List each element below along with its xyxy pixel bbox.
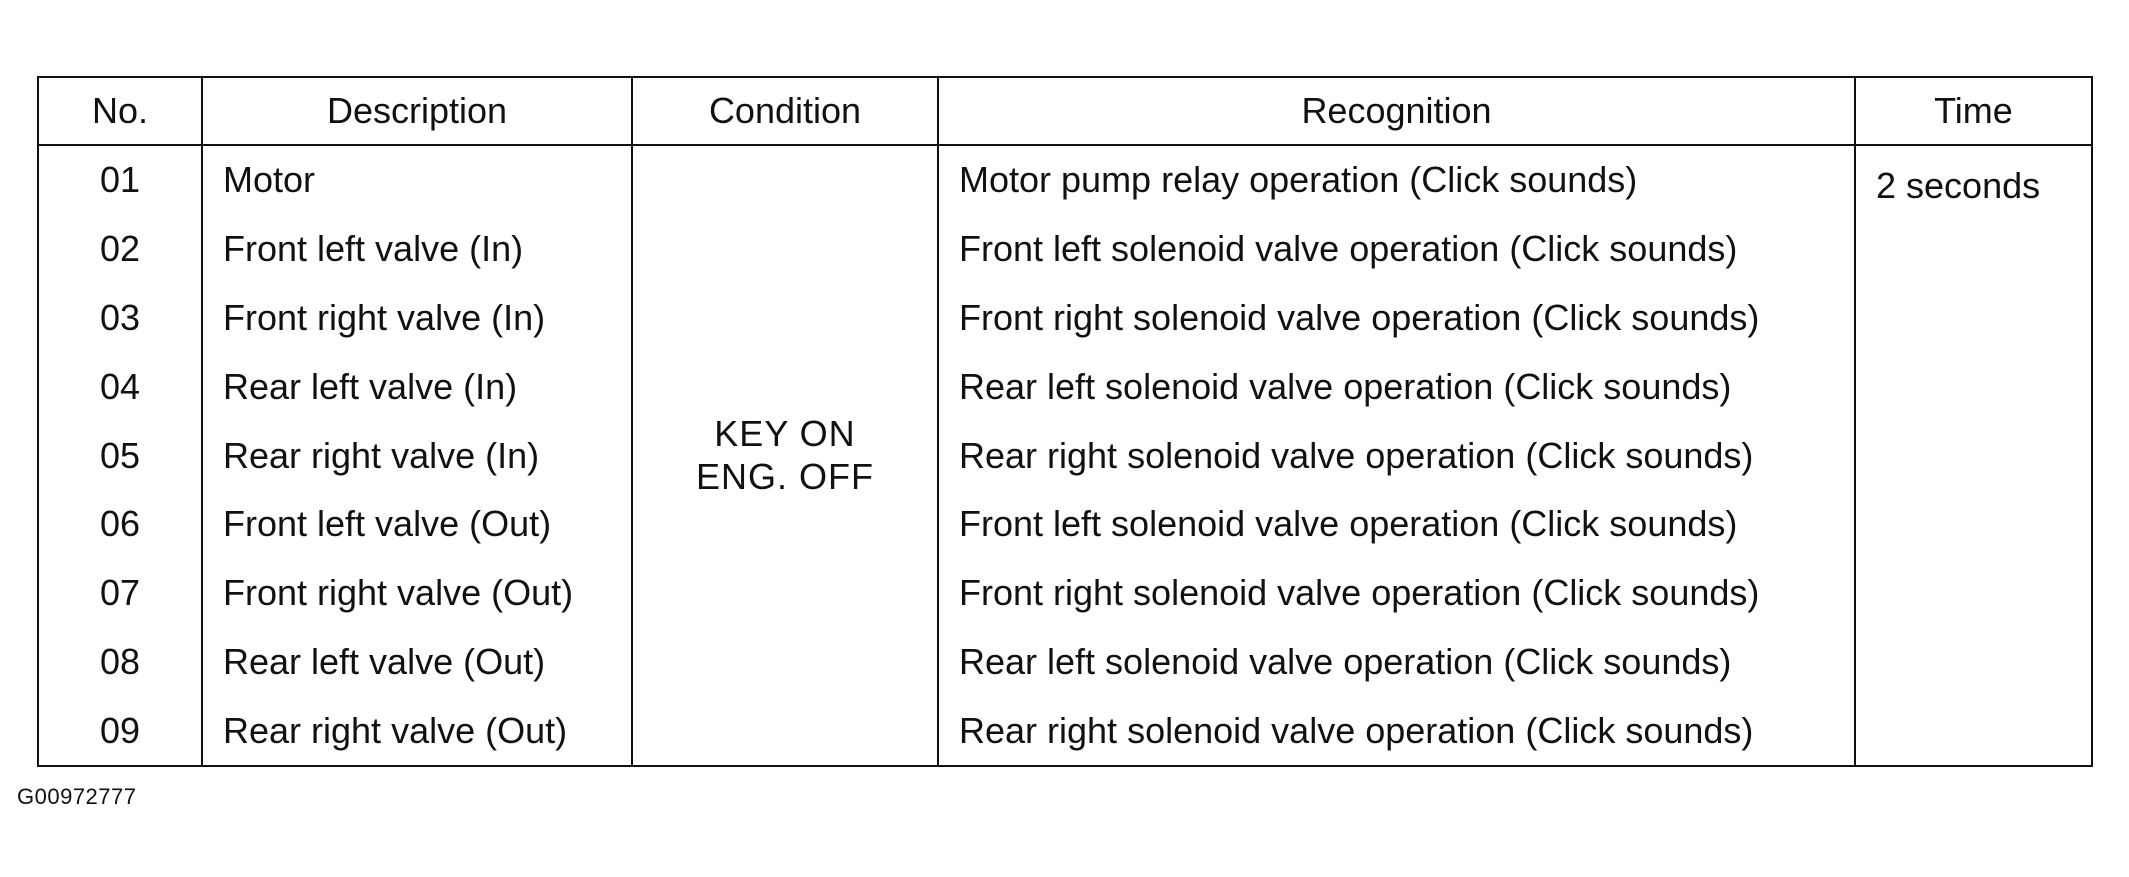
row-recognition: Front left solenoid valve operation (Click sounds) <box>938 490 1855 559</box>
table-row <box>38 490 2092 559</box>
row-description: Motor <box>202 145 632 215</box>
condition-line-2: ENG. OFF <box>696 455 874 497</box>
row-description: Front right valve (In) <box>202 284 632 353</box>
row-number: 01 <box>99 159 141 201</box>
row-description: Rear right valve (In) <box>202 421 632 490</box>
time-cell: 2 seconds <box>1855 145 2092 766</box>
row-number: 07 <box>99 572 141 614</box>
row-recognition: Rear right solenoid valve operation (Click sounds) <box>938 421 1855 490</box>
row-recognition: Rear left solenoid valve operation (Click sounds) <box>938 352 1855 421</box>
row-number: 05 <box>99 434 141 476</box>
condition-line-1: KEY ON <box>714 413 856 455</box>
row-description: Front left valve (In) <box>202 215 632 284</box>
row-recognition: Front left solenoid valve operation (Click sounds) <box>938 215 1855 284</box>
row-recognition: Motor pump relay operation (Click sounds) <box>938 145 1855 215</box>
row-description: Rear right valve (Out) <box>202 696 632 766</box>
row-description: Front left valve (Out) <box>202 490 632 559</box>
table-row <box>38 628 2092 697</box>
row-number: 08 <box>99 640 141 682</box>
row-recognition: Front right solenoid valve operation (Click sounds) <box>938 284 1855 353</box>
row-recognition: Rear right solenoid valve operation (Click sounds) <box>938 696 1855 766</box>
table-row <box>38 284 2092 353</box>
table-row <box>38 145 2092 215</box>
table-row <box>38 696 2092 766</box>
figure-id: G00972777 <box>17 784 137 809</box>
table-row <box>38 215 2092 284</box>
row-recognition: Front right solenoid valve operation (Click sounds) <box>938 559 1855 628</box>
actuation-test-table <box>37 76 2093 767</box>
table-row <box>38 559 2092 628</box>
row-number: 02 <box>99 228 141 270</box>
row-number: 09 <box>99 709 141 751</box>
row-number: 04 <box>99 365 141 407</box>
table-row <box>38 421 2092 490</box>
table-row <box>38 352 2092 421</box>
header-condition: Condition <box>632 77 938 145</box>
row-description: Rear left valve (In) <box>202 352 632 421</box>
header-recognition: Recognition <box>938 77 1855 145</box>
header-time: Time <box>1855 77 2092 145</box>
row-number: 03 <box>99 296 141 338</box>
row-description: Rear left valve (Out) <box>202 628 632 697</box>
row-recognition: Rear left solenoid valve operation (Click sounds) <box>938 628 1855 697</box>
condition-cell <box>632 145 938 766</box>
header-no: No. <box>38 77 202 145</box>
header-description: Description <box>202 77 632 145</box>
table-header-row <box>38 77 2092 145</box>
row-description: Front right valve (Out) <box>202 559 632 628</box>
row-number: 06 <box>99 503 141 545</box>
